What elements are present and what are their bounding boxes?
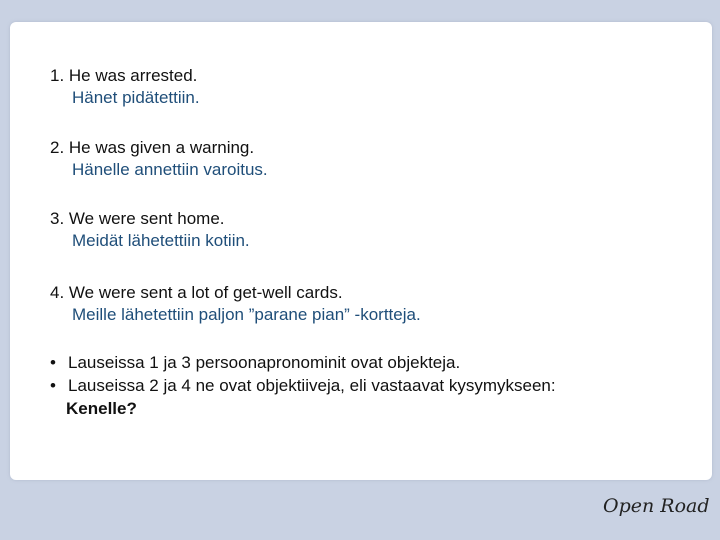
- sentence-2-english: 2. He was given a warning.: [50, 138, 255, 157]
- bullet-dot-icon: •: [50, 376, 56, 395]
- sentence-3: [50, 208, 250, 252]
- open-road-logo: Open Road: [603, 495, 710, 517]
- sentence-2: [50, 137, 268, 181]
- bullet-dot-icon: •: [50, 353, 56, 372]
- sentence-4-english: 4. We were sent a lot of get-well cards.: [50, 283, 343, 302]
- bullet-list: [50, 351, 556, 420]
- sentence-2-finnish: Hänelle annettiin varoitus.: [72, 160, 268, 179]
- bullet-item-2: [50, 374, 556, 397]
- keyword-kenelle: Kenelle?: [66, 399, 137, 418]
- bullet-item-1: [50, 351, 556, 374]
- bullet-text-2: Lauseissa 2 ja 4 ne ovat objektiiveja, eli vastaavat kysymykseen:: [68, 376, 556, 395]
- sentence-1-finnish: Hänet pidätettiin.: [72, 88, 200, 107]
- sentence-3-english: 3. We were sent home.: [50, 209, 225, 228]
- sentence-4-finnish: Meille lähetettiin paljon ”parane pian” -kortteja.: [72, 305, 421, 324]
- sentence-4: [50, 282, 421, 326]
- bullet-text-1: Lauseissa 1 ja 3 persoonapronominit ovat objekteja.: [68, 353, 461, 372]
- sentence-1-english: 1. He was arrested.: [50, 66, 198, 85]
- sentence-1: [50, 65, 200, 109]
- sentence-3-finnish: Meidät lähetettiin kotiin.: [72, 231, 250, 250]
